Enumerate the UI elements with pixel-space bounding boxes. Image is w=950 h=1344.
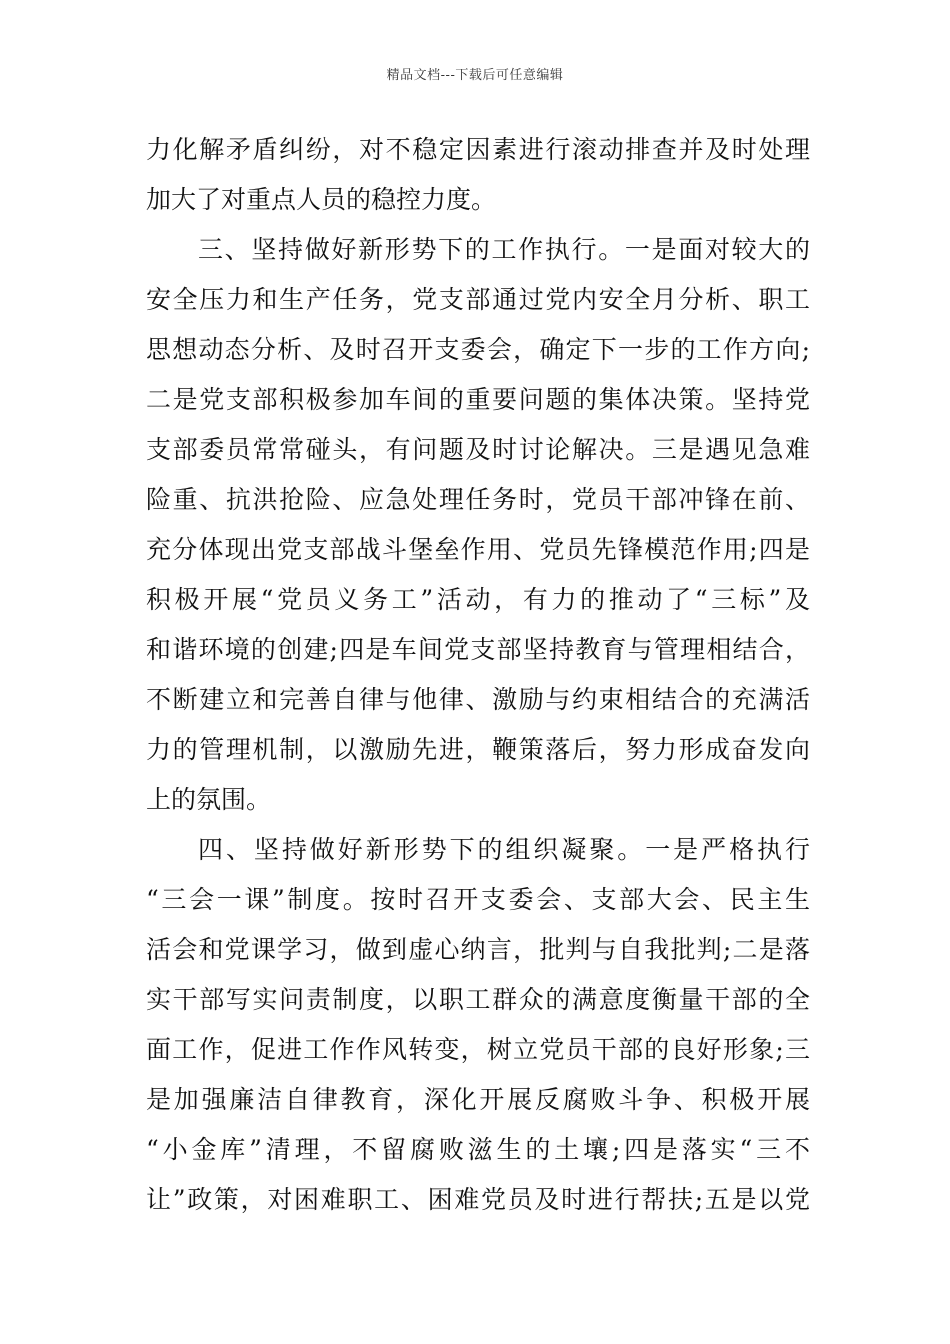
- text-line: 充分体现出党支部战斗堡垒作用、党员先锋模范作用;四是: [146, 535, 810, 564]
- text-line: 加大了对重点人员的稳控力度。: [146, 185, 497, 214]
- text-line: 和谐环境的创建;四是车间党支部坚持教育与管理相结合，: [146, 635, 810, 664]
- text-line: “小金库”清理，不留腐败滋生的土壤;四是落实“三不: [146, 1135, 810, 1164]
- text-line: 力的管理机制，以激励先进，鞭策落后，努力形成奋发向: [146, 735, 810, 764]
- text-line: 让”政策，对困难职工、困难党员及时进行帮扶;五是以党: [146, 1185, 810, 1214]
- text-line: 思想动态分析、及时召开支委会，确定下一步的工作方向;: [146, 335, 810, 364]
- text-line: 活会和党课学习，做到虚心纳言，批判与自我批判;二是落: [146, 935, 810, 964]
- text-line: 是加强廉洁自律教育，深化开展反腐败斗争、积极开展: [146, 1085, 810, 1114]
- text-line: 安全压力和生产任务，党支部通过党内安全月分析、职工: [146, 285, 810, 314]
- text-line: 三、坚持做好新形势下的工作执行。一是面对较大的: [198, 235, 810, 264]
- text-line: 支部委员常常碰头，有问题及时讨论解决。三是遇见急难: [146, 435, 810, 464]
- text-line: 险重、抗洪抢险、应急处理任务时，党员干部冲锋在前、: [146, 485, 810, 514]
- text-line: 二是党支部积极参加车间的重要问题的集体决策。坚持党: [146, 385, 810, 414]
- text-line: 面工作，促进工作作风转变，树立党员干部的良好形象;三: [146, 1035, 810, 1064]
- document-body: [146, 125, 810, 1225]
- text-line: 力化解矛盾纠纷，对不稳定因素进行滚动排查并及时处理: [146, 135, 810, 164]
- text-line: 四、坚持做好新形势下的组织凝聚。一是严格执行: [198, 835, 810, 864]
- text-line: 不断建立和完善自律与他律、激励与约束相结合的充满活: [146, 685, 810, 714]
- text-line: 实干部写实问责制度，以职工群众的满意度衡量干部的全: [146, 985, 810, 1014]
- page-header: 精品文档---下载后可任意编辑: [386, 68, 564, 83]
- text-line: 上的氛围。: [146, 785, 272, 814]
- text-line: “三会一课”制度。按时召开支委会、支部大会、民主生: [146, 885, 810, 914]
- text-line: 积极开展“党员义务工”活动，有力的推动了“三标”及: [146, 585, 810, 614]
